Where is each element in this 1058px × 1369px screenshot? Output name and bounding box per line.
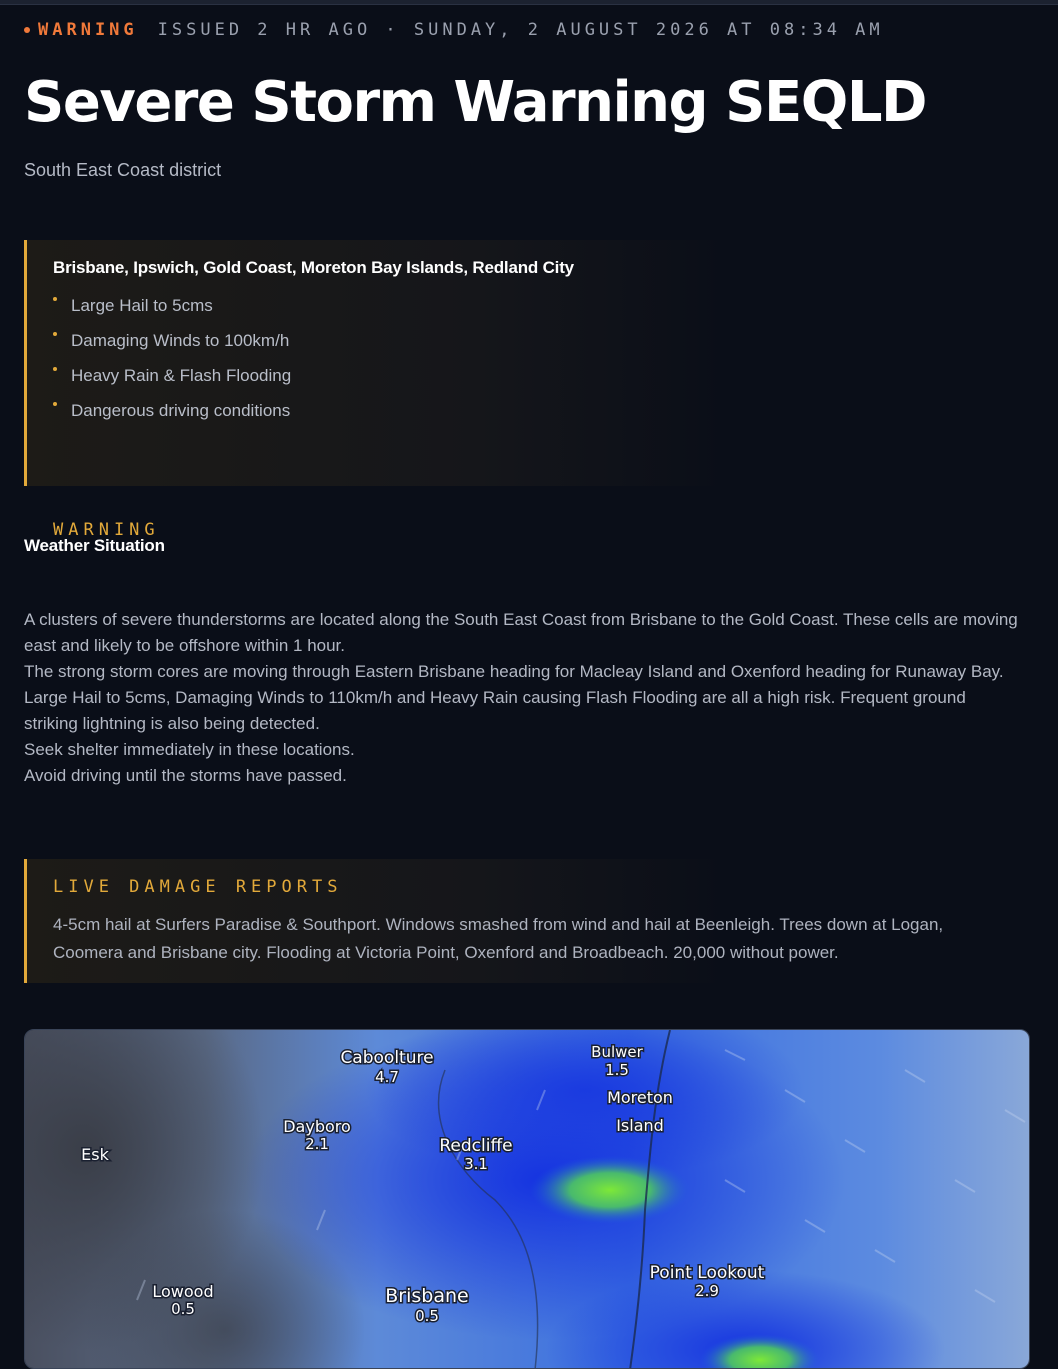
map-place-name: Esk (81, 1145, 109, 1164)
top-border (0, 0, 1058, 5)
warning-dot-icon (24, 27, 30, 33)
bullet-icon (53, 332, 57, 336)
damage-reports-text: 4-5cm hail at Surfers Paradise & Southport. Windows smashed from wind and hail at Beenleigh. Trees down at Logan, Coomera and Brisbane city. Flooding at Victoria Point, Oxenford and Broadbeach. 20,000 without power. (53, 915, 944, 962)
map-place-name: Caboolture (340, 1048, 434, 1068)
warning-areas: Brisbane, Ipswich, Gold Coast, Moreton Bay Islands, Redland City (53, 258, 574, 277)
situation-paragraph: The strong storm cores are moving through Eastern Brisbane heading for Macleay Island and Oxenford heading for Runaway Bay. (24, 662, 1004, 681)
warning-box-label: WARNING (53, 520, 160, 540)
map-canvas (25, 1030, 1030, 1369)
damage-reports-label: LIVE DAMAGE REPORTS (53, 877, 343, 897)
hazard-item: Damaging Winds to 100km/h (53, 331, 1030, 366)
hazard-item: Dangerous driving conditions (53, 401, 1030, 436)
map-place-name: Point Lookout (649, 1263, 765, 1283)
warning-meta (24, 20, 884, 40)
situation-paragraph: Seek shelter immediately in these locations. (24, 740, 355, 759)
bullet-icon (53, 402, 57, 406)
hazard-item: Heavy Rain & Flash Flooding (53, 366, 1030, 401)
situation-title: Weather Situation (24, 536, 165, 555)
damage-reports-box (24, 859, 1030, 983)
hazard-list (53, 296, 1030, 436)
map-place-value: 2.1 (305, 1135, 329, 1153)
warning-tag: WARNING (38, 20, 138, 40)
map-place-value: 4.7 (375, 1068, 399, 1086)
warning-box (24, 240, 1030, 540)
map-place-name: Moreton (607, 1088, 673, 1107)
map-place-value: 2.9 (695, 1282, 719, 1300)
map-place-name: Island (616, 1116, 664, 1135)
situation-paragraph: Avoid driving until the storms have passed. (24, 766, 347, 785)
map-place-value: 0.5 (415, 1307, 439, 1325)
map-place-name: Bulwer (591, 1043, 643, 1061)
bullet-icon (53, 367, 57, 371)
map-place-value: 0.5 (171, 1300, 195, 1318)
situation-body (24, 607, 1024, 789)
district-subtitle: South East Coast district (24, 160, 222, 180)
map-place-name: Brisbane (385, 1285, 469, 1307)
map-place-value: 1.5 (605, 1061, 629, 1079)
map-place-name: Dayboro (283, 1117, 351, 1136)
rainfall-map[interactable] (24, 1029, 1030, 1369)
situation-paragraph: Large Hail to 5cms, Damaging Winds to 110km/h and Heavy Rain causing Flash Flooding are all a high risk. Frequent ground striking lightning is also being detected. (24, 688, 966, 733)
map-storm-core (530, 1156, 690, 1224)
hazard-item: Large Hail to 5cms (53, 296, 1030, 331)
map-place-name: Lowood (152, 1282, 214, 1301)
page-title: Severe Storm Warning SEQLD (24, 70, 926, 135)
map-place-value: 3.1 (464, 1155, 488, 1173)
map-place-name: Redcliffe (439, 1136, 513, 1156)
situation-paragraph: A clusters of severe thunderstorms are located along the South East Coast from Brisbane to the Gold Coast. These cells are moving east and likely to be offshore within 1 hour. (24, 610, 1018, 655)
issued-timestamp: ISSUED 2 HR AGO · SUNDAY, 2 AUGUST 2026 AT 08:34 AM (157, 20, 884, 40)
bullet-icon (53, 297, 57, 301)
